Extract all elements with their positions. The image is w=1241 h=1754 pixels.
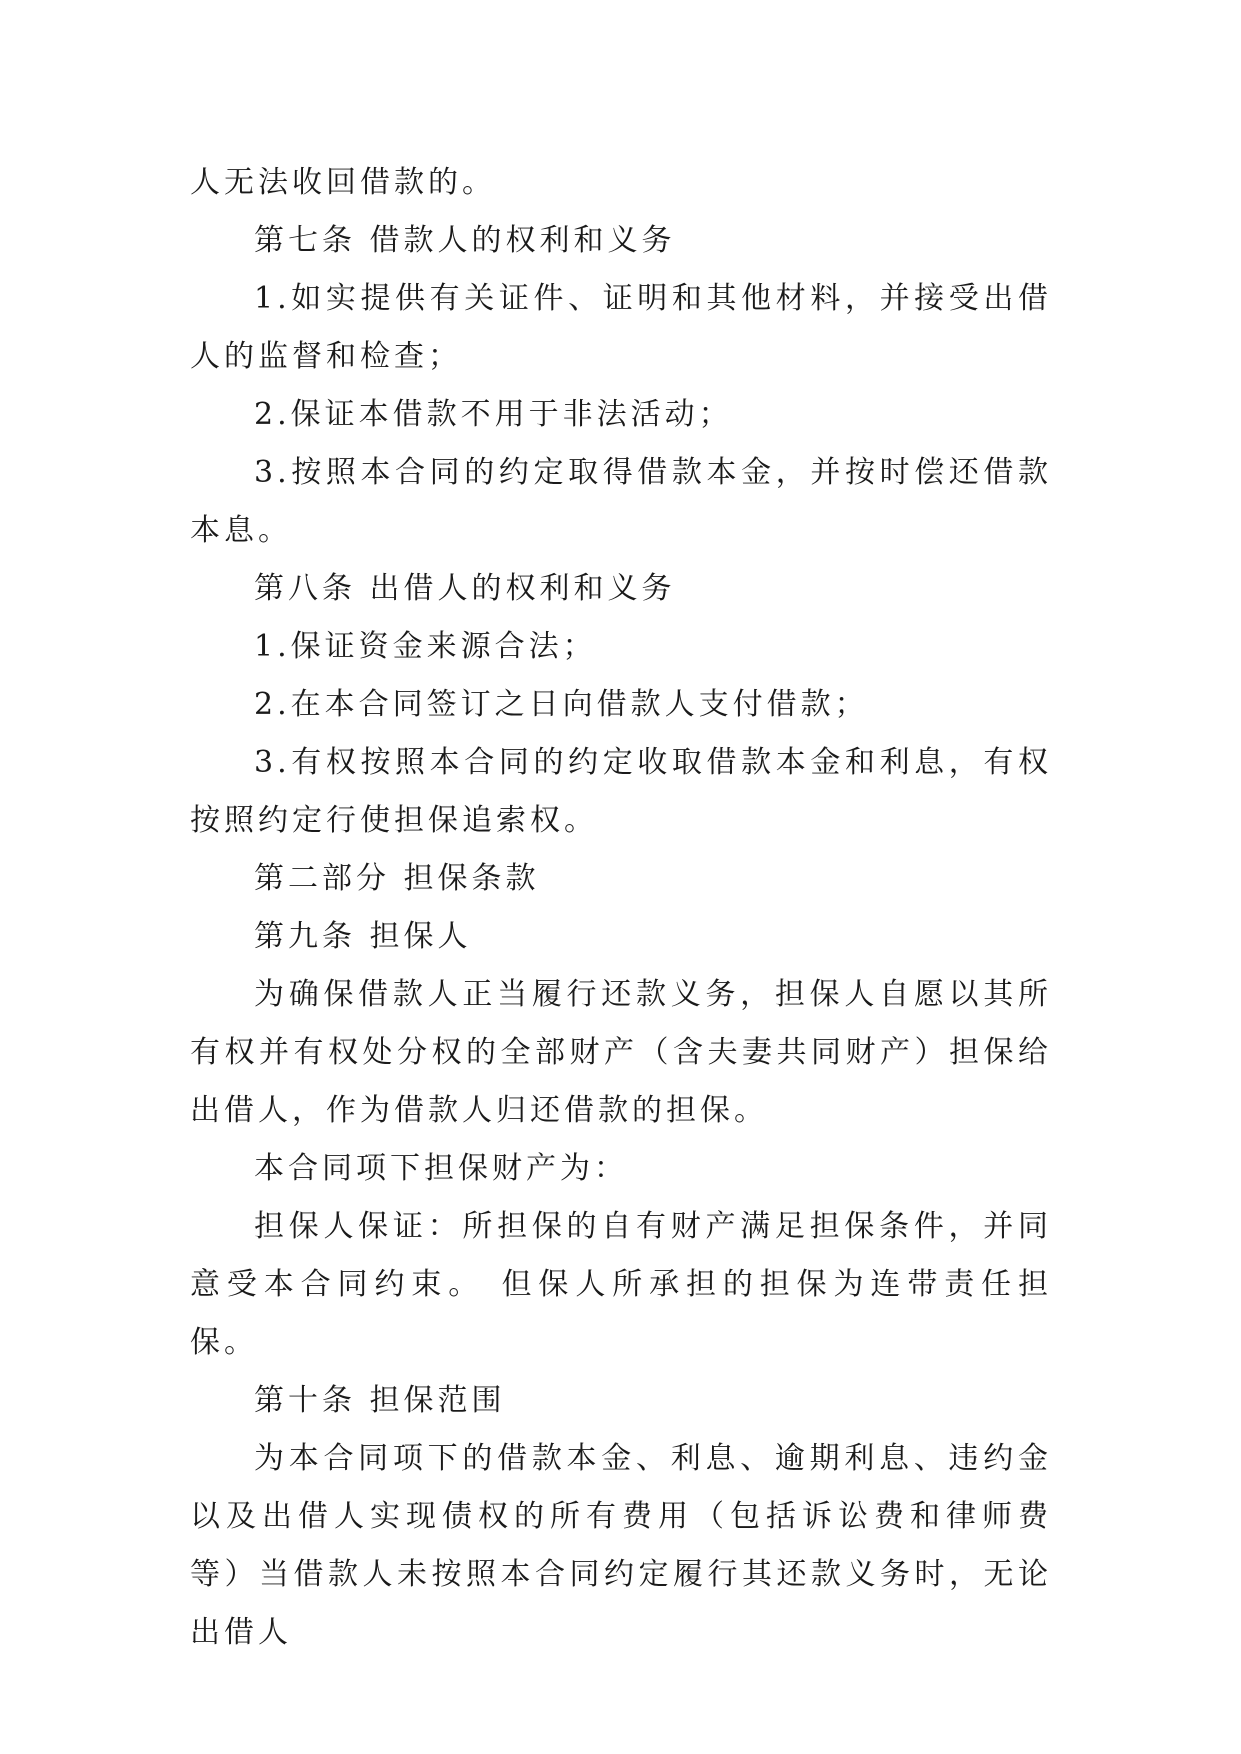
article-9-paragraph-1: 为确保借款人正当履行还款义务，担保人自愿以其所有权并有权处分权的全部财产（含夫妻共同财产）担保给出借人，作为借款人归还借款的担保。 (190, 977, 1052, 1128)
document-body (190, 154, 1052, 1662)
article-10-paragraph-1: 为本合同项下的借款本金、利息、逾期利息、违约金以及出借人实现债权的所有费用（包括诉讼费和律师费等）当借款人未按照本合同约定履行其还款义务时，无论出借人 (190, 1441, 1052, 1650)
article-10-heading: 第十条 担保范围 (254, 1383, 506, 1418)
article-7-item-2: 2.保证本借款不用于非法活动； (254, 397, 733, 432)
article-8-item-2: 2.在本合同签订之日向借款人支付借款； (254, 687, 869, 722)
paragraph-continuation: 人无法收回借款的。 (190, 165, 496, 200)
article-9-heading: 第九条 担保人 (254, 919, 472, 954)
article-7-heading: 第七条 借款人的权利和义务 (254, 223, 676, 258)
article-9-paragraph-3: 担保人保证：所担保的自有财产满足担保条件，并同意受本合同约束。 但保人所承担的担保为连带责任担保。 (190, 1209, 1052, 1360)
article-7-item-1: 1.如实提供有关证件、证明和其他材料，并接受出借人的监督和检查； (190, 281, 1052, 374)
article-7-item-3: 3.按照本合同的约定取得借款本金，并按时偿还借款本息。 (190, 455, 1052, 548)
article-8-heading: 第八条 出借人的权利和义务 (254, 571, 676, 606)
article-8-item-3: 3.有权按照本合同的约定收取借款本金和利息，有权按照约定行使担保追索权。 (190, 745, 1052, 838)
article-8-item-1: 1.保证资金来源合法； (254, 629, 597, 664)
part-2-heading: 第二部分 担保条款 (254, 861, 540, 896)
article-9-paragraph-2: 本合同项下担保财产为： (254, 1151, 628, 1186)
